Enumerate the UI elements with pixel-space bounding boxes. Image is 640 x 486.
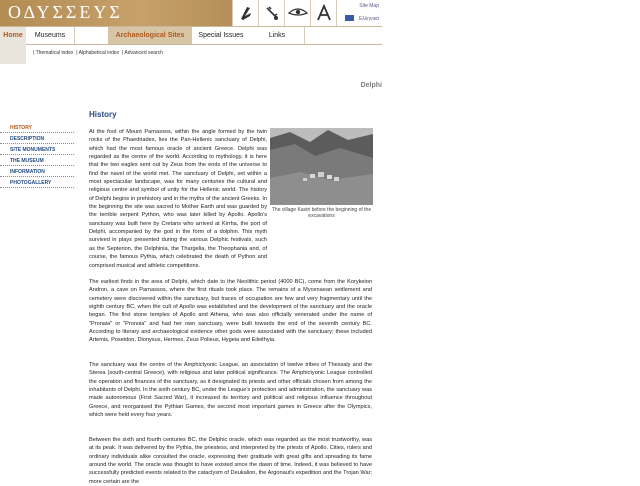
thematical-index-link[interactable]: | Thematical index (33, 50, 74, 56)
alphabetical-index-link[interactable]: | Alphabetical index (76, 50, 120, 56)
language-link[interactable]: Ελληνικά (358, 16, 379, 22)
sidebar-item-site-monuments[interactable]: SITE MONUMENTS (0, 145, 74, 155)
section-title: Delphi (360, 82, 382, 89)
paragraph-1 (89, 128, 267, 270)
tab-links[interactable]: Links (250, 27, 305, 44)
figure-caption: The village Kastri before the beginning of the excavations (271, 207, 372, 219)
paragraph-1-text: At the foot of Mount Parnassos, within the angle formed by the twin rocks of the Phaedriades, lies the Pan-Hellenic sanctuary of Delphi, which had the most famous oracle of ancient Greece. Delphi was regarded as the centre of the world. According to mythology, it is here that the two eagles sent out by Zeus from the ends of the universe to find the navel of the world met. The sanctuary of Delphi, set within a most spectacular landscape, was for many centuries the cultural and religious centre and symbol of unity for the Hellenic world. The history of Delphi begins in prehistory and in the myths of the ancient Greeks. In the beginning the site was sacred to Mother Earth and was guarded by the terrible serpent Python, who was later killed by Apollo. Apollo's sanctuary was built here by Cretans who arrived at Kirrha, the port of Delphi, accompanied by the god in the form of a dolphin. This myth survived in plays presented during the various Delphic festivals, such as the Septerion, the Delphinia, the Thargelia, the Theophania and, of course, the famous Pythia, which celebrated the death of Python and comprised musical and athletic competitions. (89, 129, 267, 269)
figure (270, 128, 373, 222)
greek-flag-icon[interactable] (345, 15, 354, 21)
sidebar-item-information[interactable]: INFORMATION (0, 167, 74, 177)
sidebar-item-description[interactable]: DESCRIPTION (0, 134, 74, 144)
sub-navigation (33, 50, 163, 56)
advanced-search-link[interactable]: | Advanced search (121, 50, 164, 56)
sidebar-item-the-museum[interactable]: THE MUSEUM (0, 156, 74, 166)
paragraph-4: Between the sixth and fourth centuries BC, the Delphic oracle, which was regarded as the most trustworthy, was at its peak. It was delivered by the Pythia, the priestess, and interpreted by the priests of Apollo. Cities, rulers and ordinary individuals alike consulted the oracle, expressing their gratitude with great gifts and spreading its fame around the world. The oracle was thought to have existed since the dawn of time. Indeed, it was believed to have successfully predicted events related to the cataclysm of Deukalion, the Argonaut's expedition and the Trojan War; more certain are the (89, 437, 372, 485)
tab-home[interactable]: Home (0, 27, 27, 44)
sidebar-item-history[interactable]: HISTORY (0, 123, 74, 133)
sidebar-item-photogallery[interactable]: PHOTOGALLERY (0, 178, 74, 188)
utility-links (336, 0, 383, 26)
paragraph-2: The earliest finds in the area of Delphi, which date to the Neolithic period (4000 BC), come from the Korykeion Andron, a cave on Parnassos, where the first rituals took place. The remains of a Mycenaean settlement and cemetery were discovered within the sanctuary, but traces of occupation are few and very fragmentary until the eighth century BC, when the cult of Apollo was established and the development of the sanctuary and the oracle began. The first stone temples of Apollo and Athena, who was also officially venerated under the name of "Pronaia" or "Pronoia" and had her own sanctuary, were built towards the end of the seventh century BC. According to literary and archaeological evidence other gods were associated with the sanctuary; these included Artemis, Poseidon, Dionysus, Hermes, Zeus Polieus, Hygeia and Eileithyia. (89, 279, 372, 344)
tab-museums[interactable]: Museums (26, 27, 75, 44)
home-strip (0, 44, 26, 64)
tab-archaeological-sites[interactable]: Archaeological Sites (108, 27, 193, 44)
page-heading: History (89, 110, 117, 119)
paragraph-3: The sanctuary was the centre of the Amphictyonic League, an association of twelve tribes of Thessaly and the Sterea (south-central Greece), with religious and later political significance. The Amphictyonic League controlled the operation and finances of the sanctuary, as it designated its priests and other officials chosen from among the inhabitants of Delphi. In the sixth century BC, under the League's protection and administration, the sanctuary was made autonomous (First Sacred War), it increased its territory and political and religious influence throughout Greece, and reorganised the Pythian Games, the second most important games in Greece after the Olympics, which were held every four years. (89, 362, 372, 419)
logo-text[interactable]: ΟΔΥΣΣΕΥΣ (8, 2, 123, 22)
eye-icon[interactable] (284, 0, 311, 26)
tab-special-issues[interactable]: Special Issues (192, 27, 251, 44)
museum-hand-icon[interactable] (232, 0, 259, 26)
alpha-letter-icon[interactable] (310, 0, 337, 26)
archaeological-tool-icon[interactable] (258, 0, 285, 26)
nav-divider (0, 44, 382, 45)
kastri-village-photo[interactable] (270, 128, 373, 205)
site-map-link[interactable]: Site Map (359, 3, 379, 9)
